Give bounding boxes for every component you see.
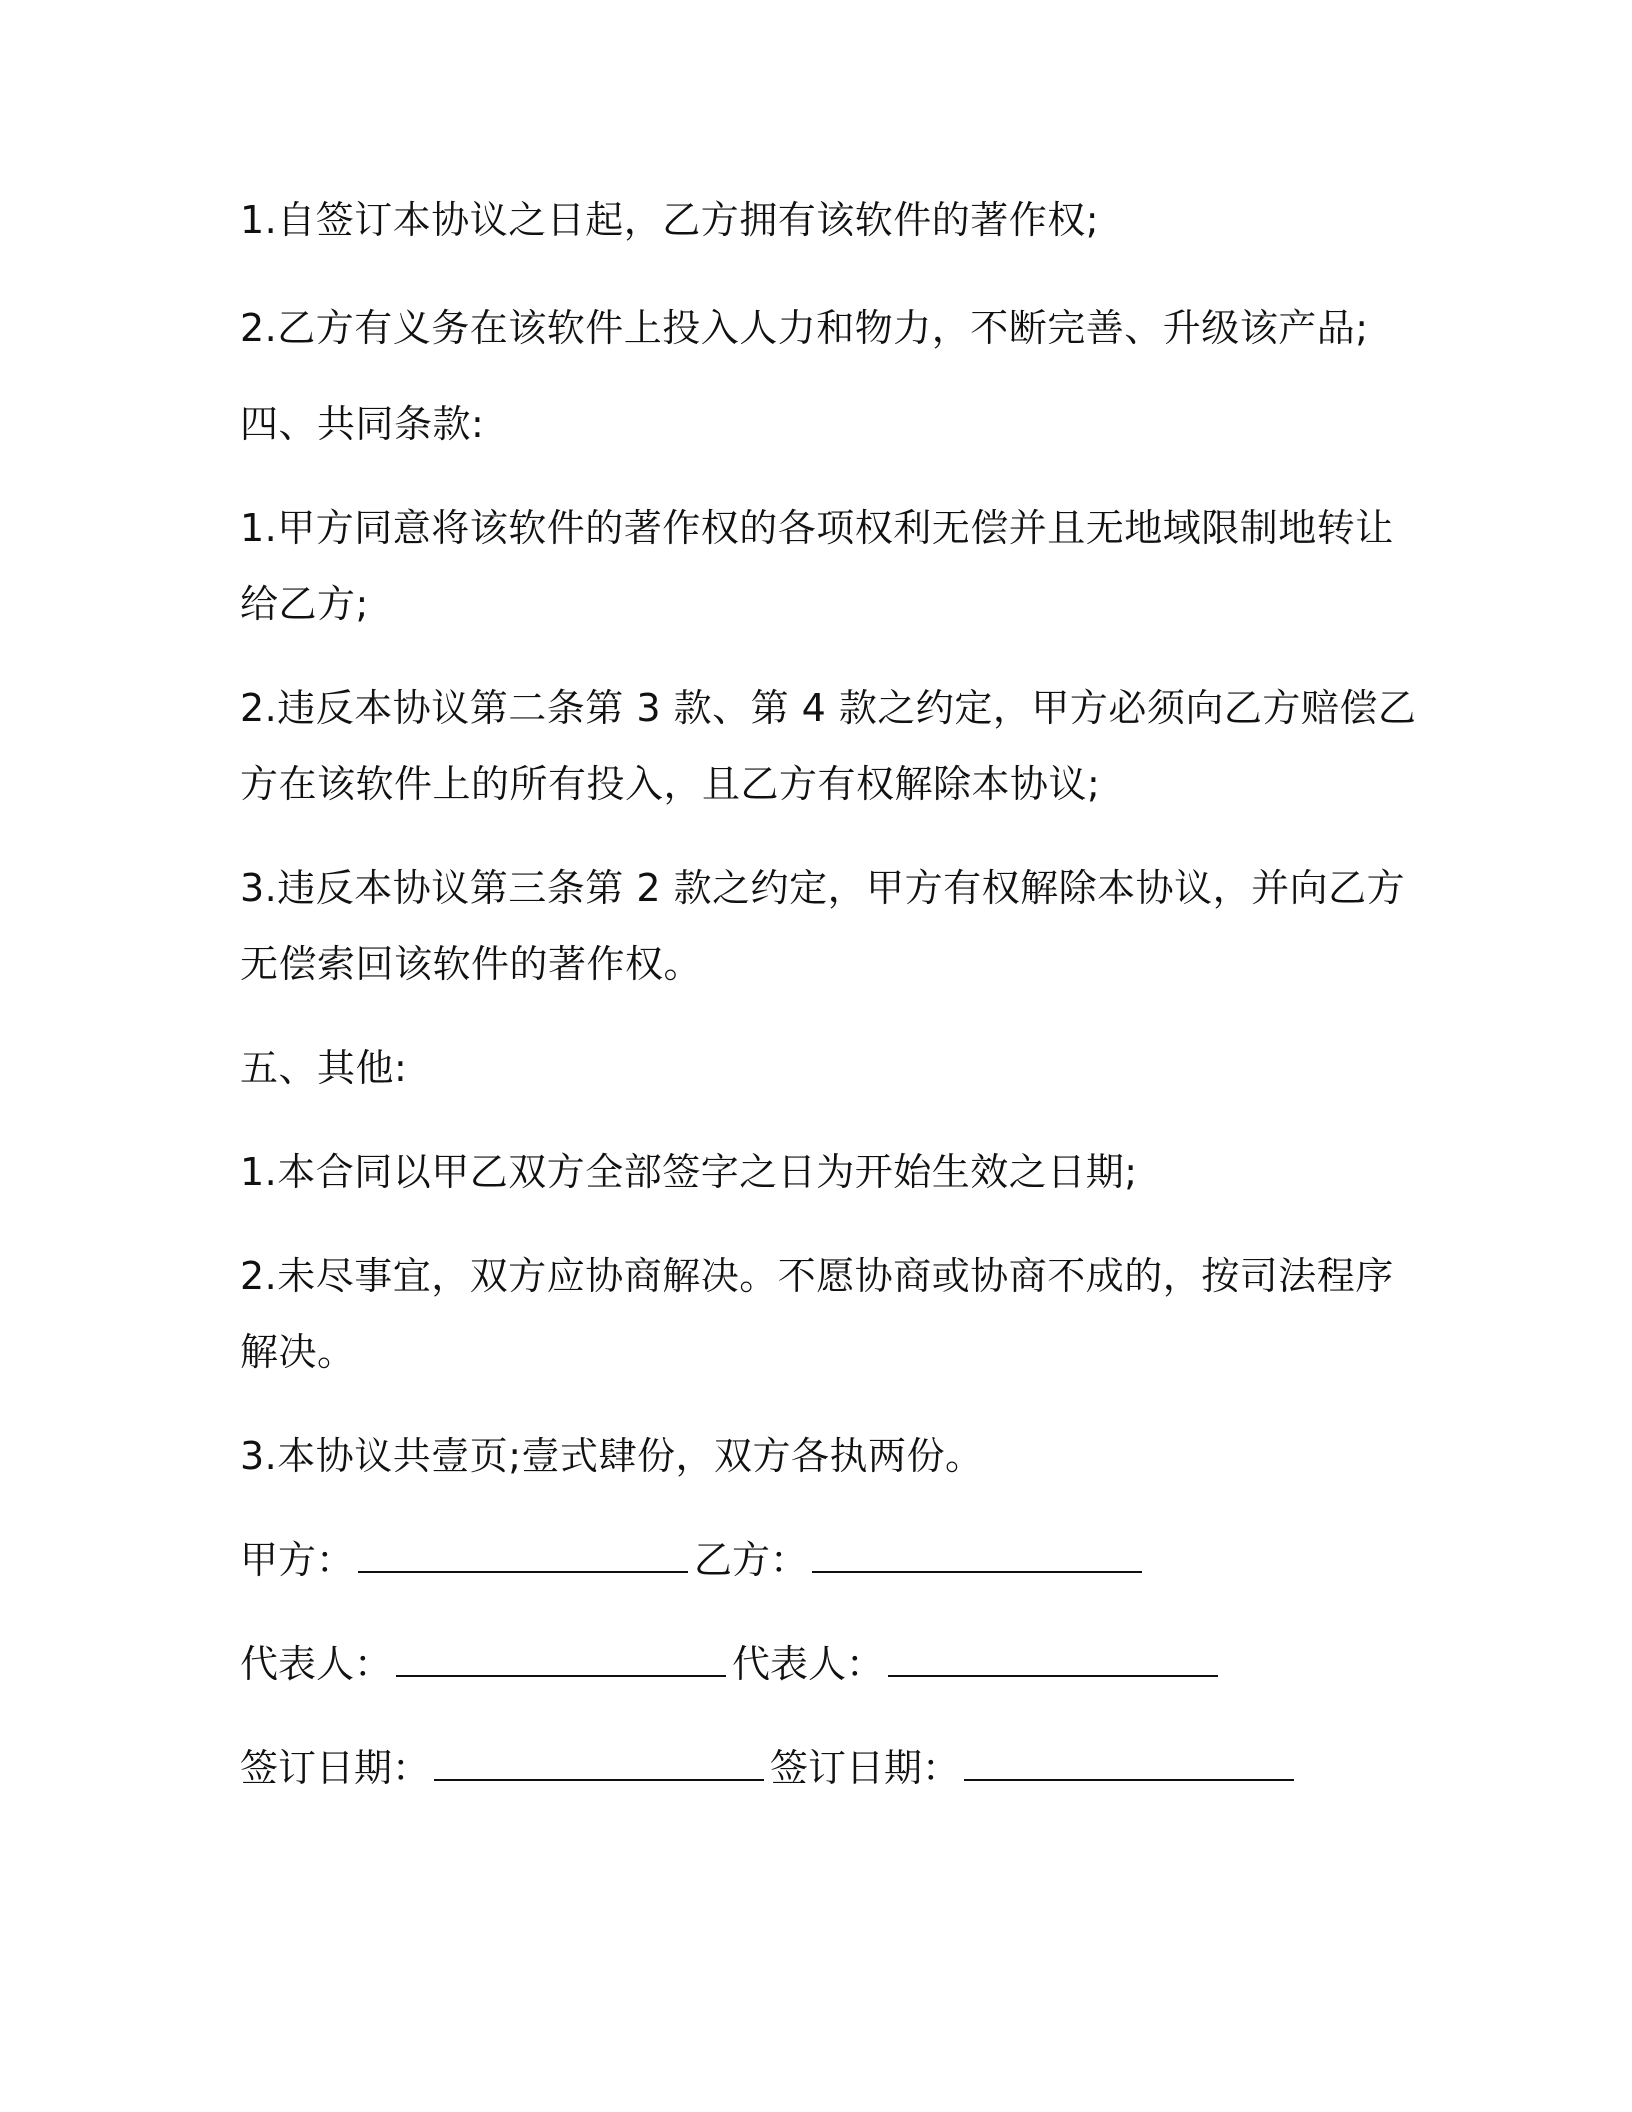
clause-other-1: 1.本合同以甲乙双方全部签字之日为开始生效之日期; [240, 1150, 1138, 1194]
clause-other-3: 3.本协议共壹页;壹式肆份，双方各执两份。 [240, 1434, 984, 1478]
section-heading-common-terms: 四、共同条款: [240, 402, 485, 446]
clause-common-3-line1: 3.违反本协议第三条第 2 款之约定，甲方有权解除本协议，并向乙方 [240, 866, 1406, 910]
clause-b-2: 2.乙方有义务在该软件上投入人力和物力，不断完善、升级该产品; [240, 306, 1369, 350]
rep-b-signature-line[interactable] [888, 1645, 1218, 1677]
clause-other-2-line2: 解决。 [240, 1330, 356, 1374]
rep-a-label: 代表人： [240, 1642, 393, 1686]
clause-common-1-line1: 1.甲方同意将该软件的著作权的各项权利无偿并且无地域限制地转让 [240, 506, 1394, 550]
clause-common-2-line1: 2.违反本协议第二条第 3 款、第 4 款之约定，甲方必须向乙方赔偿乙 [240, 686, 1417, 730]
clause-other-2-line1: 2.未尽事宜，双方应协商解决。不愿协商或协商不成的，按司法程序 [240, 1254, 1394, 1298]
party-b-signature-line[interactable] [812, 1541, 1142, 1573]
section-heading-other: 五、其他: [240, 1046, 408, 1090]
clause-b-1: 1.自签订本协议之日起，乙方拥有该软件的著作权; [240, 198, 1100, 242]
date-a-line[interactable] [434, 1749, 764, 1781]
party-b-label: 乙方： [694, 1538, 809, 1582]
signature-row-parties [240, 1536, 1148, 1584]
rep-b-label: 代表人： [732, 1642, 885, 1686]
rep-a-signature-line[interactable] [396, 1645, 726, 1677]
clause-common-3-line2: 无偿索回该软件的著作权。 [240, 942, 703, 986]
clause-common-1-line2: 给乙方; [240, 582, 369, 626]
signature-row-representatives [240, 1640, 1224, 1688]
party-a-signature-line[interactable] [358, 1541, 688, 1573]
date-b-label: 签订日期： [770, 1746, 961, 1790]
clause-common-2-line2: 方在该软件上的所有投入，且乙方有权解除本协议; [240, 762, 1101, 806]
date-b-line[interactable] [964, 1749, 1294, 1781]
signature-row-dates [240, 1744, 1300, 1792]
party-a-label: 甲方： [240, 1538, 355, 1582]
date-a-label: 签订日期： [240, 1746, 431, 1790]
